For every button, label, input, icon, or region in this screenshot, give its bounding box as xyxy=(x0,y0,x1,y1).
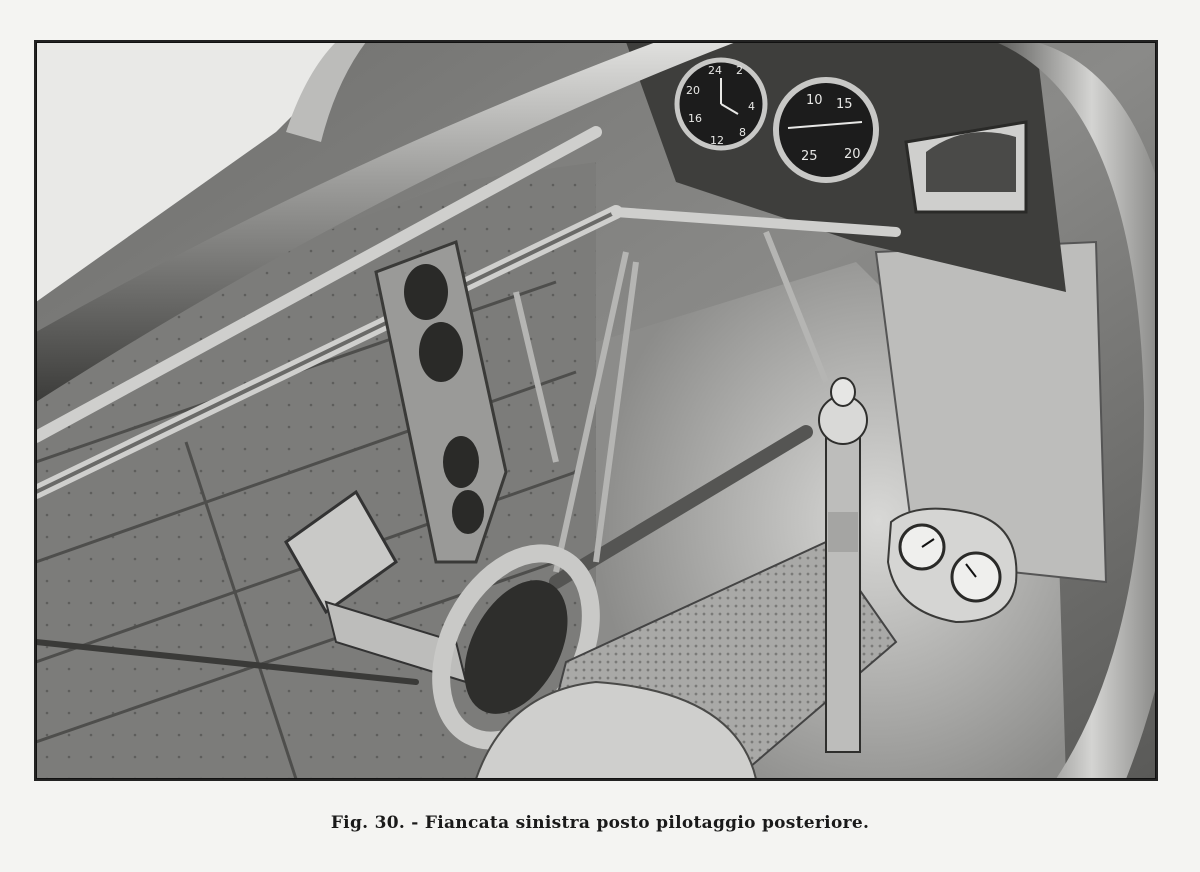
speed-numeral: 25 xyxy=(801,149,818,164)
clock-numeral: 24 xyxy=(708,64,722,77)
caption-text: Fiancata sinistra posto pilotaggio posteriore. xyxy=(424,813,870,833)
figure-caption xyxy=(0,813,1200,833)
cockpit-illustration xyxy=(36,42,1156,779)
clock-gauge xyxy=(677,60,765,148)
cockpit-photograph xyxy=(34,40,1158,781)
clock-numeral: 8 xyxy=(739,126,746,139)
speed-gauge xyxy=(776,80,876,180)
control-stick xyxy=(819,378,867,752)
clock-numeral: 4 xyxy=(748,100,755,113)
clock-numeral: 2 xyxy=(736,64,743,77)
caption-separator: - xyxy=(405,813,425,833)
clock-numeral: 12 xyxy=(710,134,724,147)
speed-numeral: 15 xyxy=(836,97,853,112)
clock-numeral: 20 xyxy=(686,84,700,97)
speed-numeral: 20 xyxy=(844,147,861,162)
clock-numeral: 16 xyxy=(688,112,702,125)
speed-numeral: 10 xyxy=(806,93,823,108)
figure-label: Fig. 30. xyxy=(330,813,406,833)
